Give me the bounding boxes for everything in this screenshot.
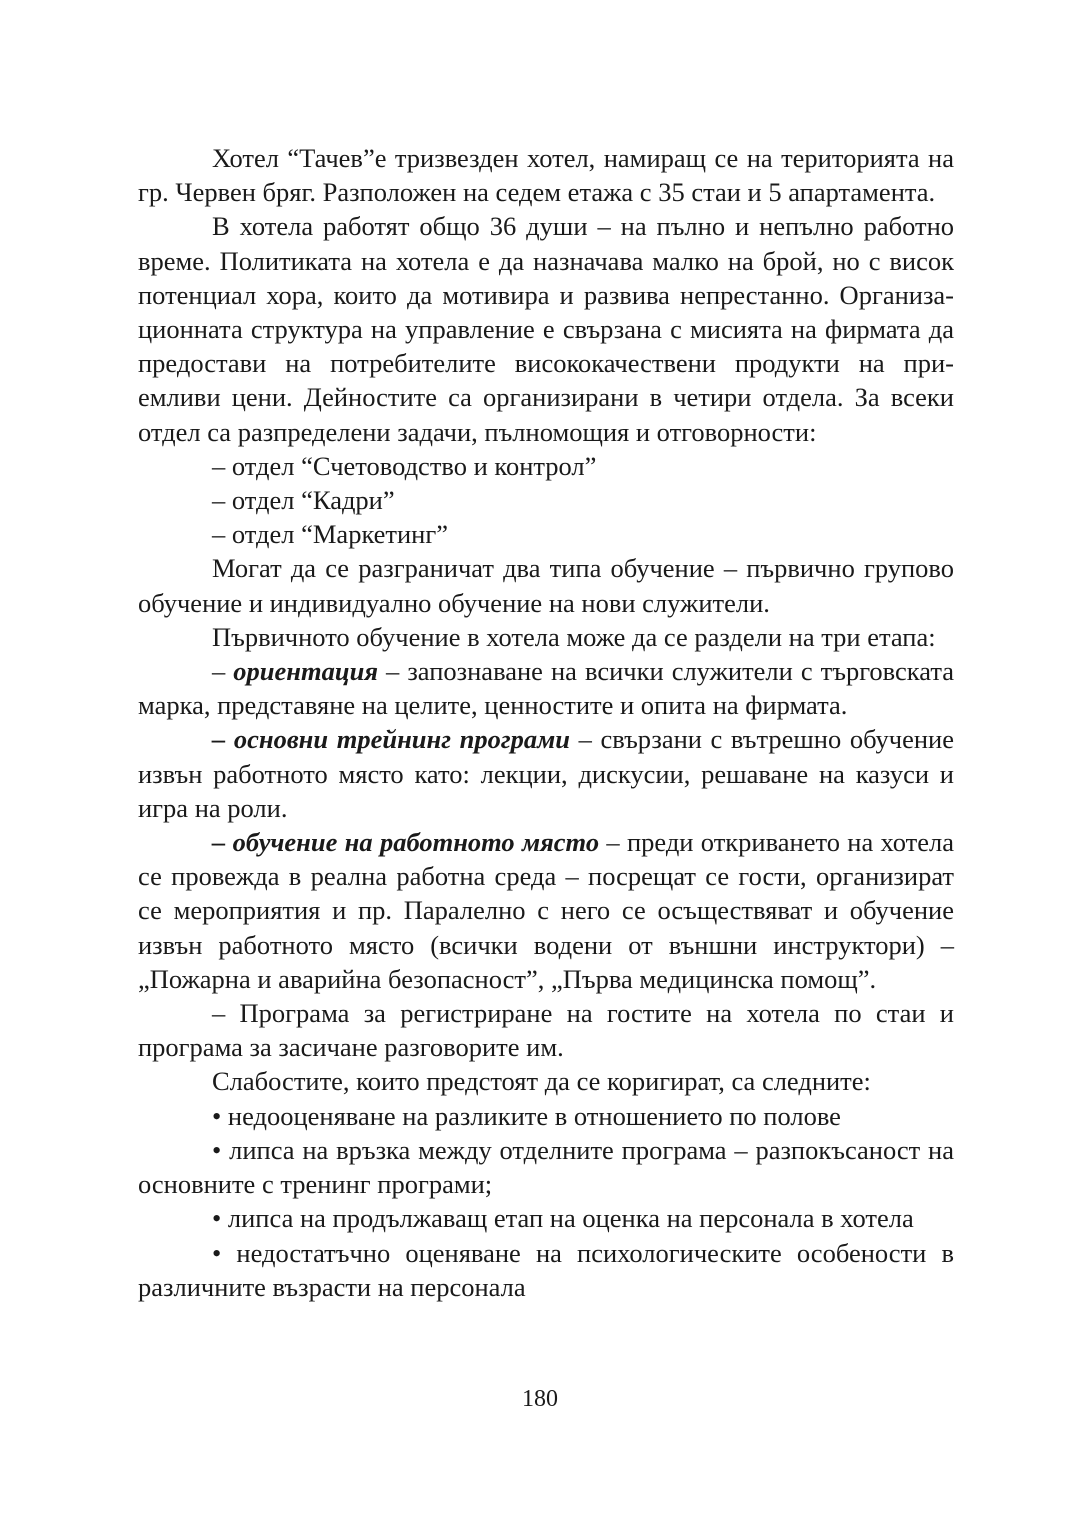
paragraph-stage-on-the-job: [138, 825, 954, 996]
paragraph-staff-policy: В хотела работят общо 36 души – на пълно и непълно работно време. Политиката на хотела е да назначава малко на брой, но с висок потенциал хора, които да мотивира и развива непрестанно. Организационната структура на управление е свързана с мисията на фирмата да предостави на потребителите висококачествени продукти на приемливи цени. Дейностите са организирани в четири отдела. За всеки отдел са разпределени задачи, пълномощия и отговорности:: [138, 211, 954, 447]
paragraph-hotel-intro: Хотел “Тачев”е тризвезден хотел, намиращ се на територията на гр. Червен бряг. Разположен на седем етажа с 35 стаи и 5 апартамента.: [138, 143, 954, 208]
list-item-weakness-gender: • недооценяване на разликите в отношението по полове: [212, 1100, 841, 1131]
stage-training-programs-term: – основни трейнинг програми: [212, 724, 571, 755]
paragraph-training-types: Могат да се разграничат два типа обучение – първично групово обучение и индивидуално обучение на нови служители.: [138, 553, 954, 618]
list-item-weakness-psychology: • недостатъчно оценяване на психологическите особености в различните възрасти на персонала: [138, 1237, 954, 1302]
stage-orientation-dash: –: [212, 656, 234, 687]
paragraph-stage-orientation: [138, 654, 954, 722]
stage-on-the-job-term: – обучение на работното място: [212, 827, 600, 858]
paragraph-stage-training-programs: [138, 722, 954, 825]
paragraph-guest-registration: – Програма за регистриране на гостите на хотела по стаи и програма за засичане разговорите им.: [138, 998, 954, 1063]
paragraph-training-stages: Първичното обучение в хотела може да се раздели на три етапа:: [212, 621, 936, 652]
list-item-department-accounting: – отдел “Счетоводство и контрол”: [212, 450, 597, 481]
list-item-weakness-evaluation: • липса на продължаващ етап на оценка на персонала в хотела: [212, 1203, 914, 1234]
stage-training-programs-text: – свързани с вътрешно обучение извън работното място като: лекции, дискусии, решаване на казуси и игра на роли.: [138, 724, 955, 823]
stage-orientation-term: ориентация: [233, 656, 378, 687]
page-body: [138, 141, 954, 1304]
list-item-department-marketing: – отдел “Маркетинг”: [212, 519, 448, 550]
list-item-department-hr: – отдел “Кадри”: [212, 485, 395, 516]
stage-orientation-text: – запознаване на всички служители с търговската марка, представяне на целите, ценностите и опита на фирмата.: [138, 656, 955, 721]
paragraph-weaknesses-intro: Слабостите, които предстоят да се коригират, са следните:: [212, 1066, 871, 1097]
stage-on-the-job-text: – преди откриването на хотела се провежда в реална работна среда – посрещат се гости, организират се мероприятия и пр. Паралелно с него се осъществяват и обучение извън работното място (всички водени от външни инструктори) – „Пожарна и аварийна безопасност”, „Първа медицинска помощ”.: [138, 827, 955, 994]
page-number: 180: [522, 1386, 558, 1412]
list-item-weakness-program-link: • липса на връзка между отделните програма – разпокъсаност на основните с тренинг програми;: [138, 1134, 954, 1200]
